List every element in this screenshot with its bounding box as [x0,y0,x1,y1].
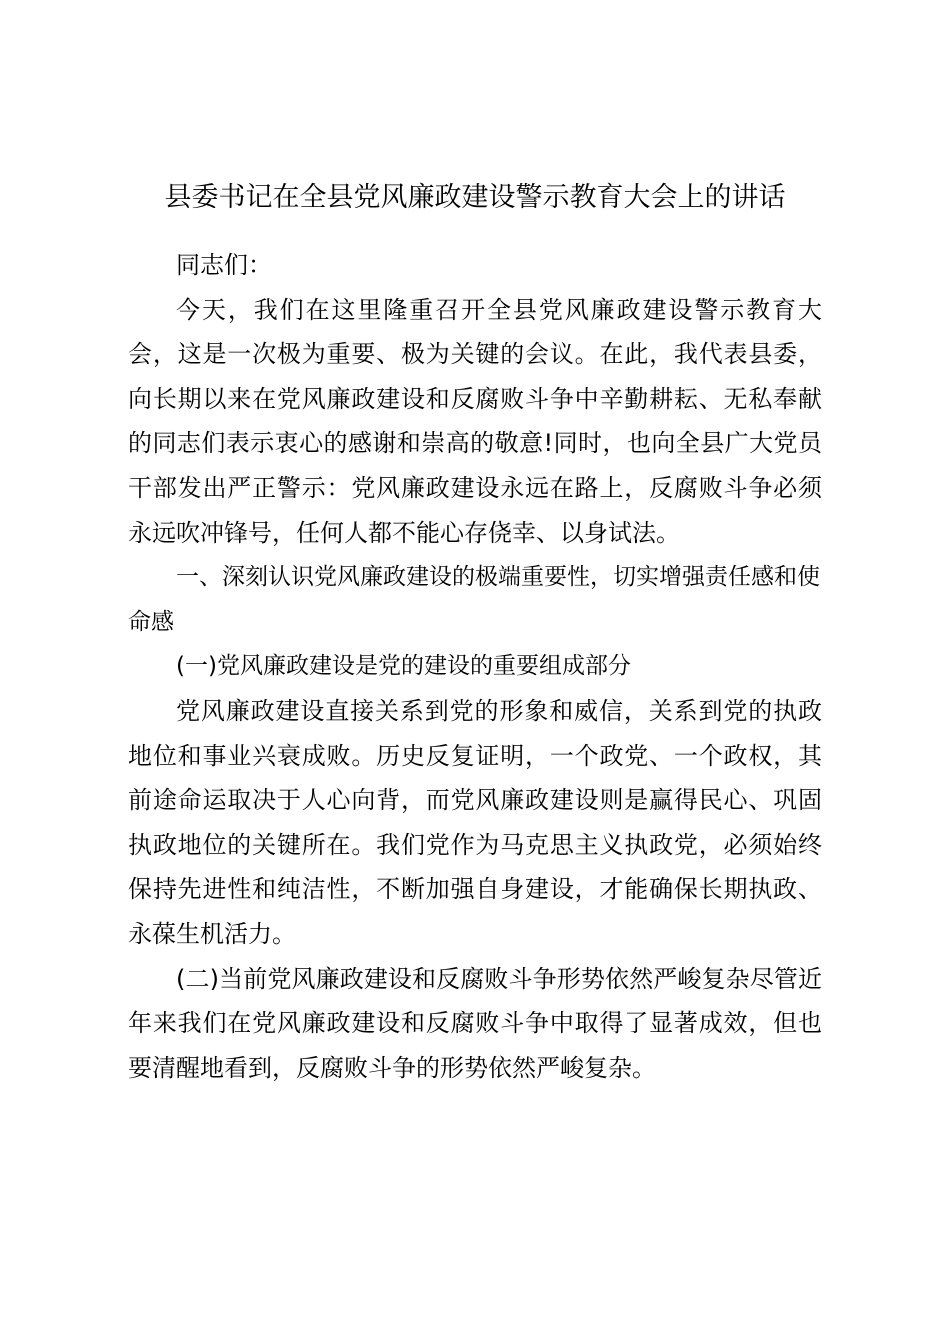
document-title: 县委书记在全县党风廉政建设警示教育大会上的讲话 [164,182,786,213]
section-heading: 一、深刻认识党风廉政建设的极端重要性，切实增强责任感和使命感 [128,564,820,635]
subsection-paragraph: 党风廉政建设直接关系到党的形象和威信，关系到党的执政地位和事业兴衰成败。历史反复证明，一个政党、一个政权，其前途命运取决于人心向背，而党风廉政建设则是赢得民心、巩固执政地位的关键所在。我们党作为马克思主义执政党，必须始终保持先进性和纯洁性，不断加强自身建设，才能确保长期执政、永葆生机活力。 [128,696,822,948]
subsection-heading: (一)党风廉政建设是党的建设的重要组成部分 [176,653,631,680]
subsection-two-paragraph: (二)当前党风廉政建设和反腐败斗争形势依然严峻复杂尽管近年来我们在党风廉政建设和反腐败斗争中取得了显著成效，但也要清醒地看到，反腐败斗争的形势依然严峻复杂。 [128,964,822,1082]
document-body [128,243,822,1090]
intro-paragraph: 今天，我们在这里隆重召开全县党风廉政建设警示教育大会，这是一次极为重要、极为关键的会议。在此，我代表县委，向长期以来在党风廉政建设和反腐败斗争中辛勤耕耘、无私奉献的同志们表示衷心的感谢和崇高的敬意!同时，也向全县广大党员干部发出严正警示：党风廉政建设永远在路上，反腐败斗争必须永远吹冲锋号，任何人都不能心存侥幸、以身试法。 [128,295,822,547]
salutation: 同志们： [176,251,272,279]
